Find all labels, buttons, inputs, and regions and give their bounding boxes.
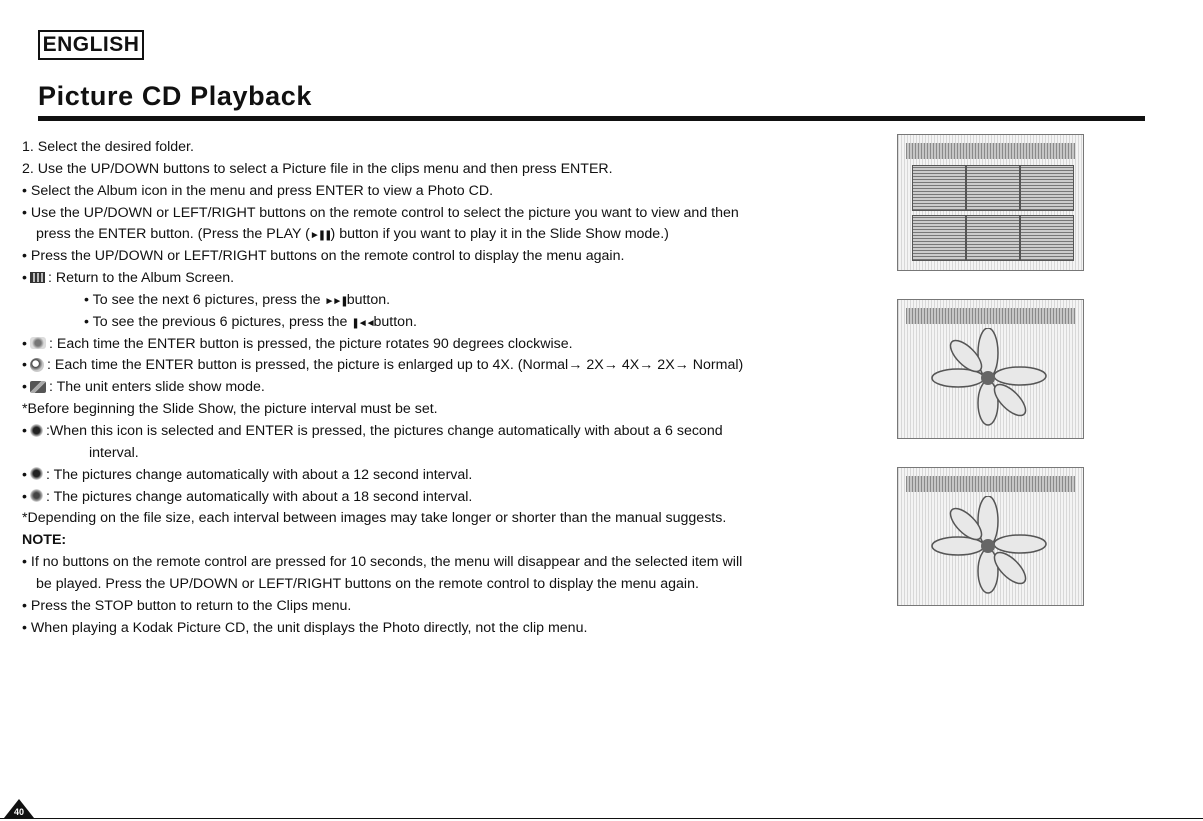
bullet-updown-2 bbox=[22, 224, 882, 246]
interval-6-text: :When this icon is selected and ENTER is pressed, the pictures change automatically with about a 6 second bbox=[45, 422, 723, 439]
prev-6-text-b: button. bbox=[373, 313, 417, 330]
zoom-icon bbox=[30, 358, 44, 372]
note-heading: NOTE: bbox=[22, 532, 67, 549]
bullet-slideshow bbox=[22, 377, 882, 399]
next-icon: ►►❚ bbox=[324, 295, 347, 307]
instructions bbox=[22, 137, 882, 639]
note-item-1-continued: be played. Press the UP/DOWN or LEFT/RIGHT buttons on the remote control to display the menu again. bbox=[36, 575, 699, 592]
bullet-interval-12 bbox=[22, 465, 882, 487]
updown-text-b: ) button if you want to play it in the Slide Show mode.) bbox=[330, 226, 669, 243]
step-1: 1. Select the desired folder. bbox=[22, 139, 194, 155]
title-rule bbox=[38, 116, 1145, 121]
interval-12-text: : The pictures change automatically with about a 12 second interval. bbox=[45, 466, 473, 483]
bullet-dot: • bbox=[22, 270, 27, 287]
page-title: Picture CD Playback bbox=[38, 81, 313, 111]
thumbnail bbox=[966, 165, 1020, 211]
thumbnail bbox=[1020, 165, 1074, 211]
photo-view-image bbox=[897, 299, 1084, 439]
thumbnail bbox=[912, 215, 966, 261]
bullet-album: • Select the Album icon in the menu and press ENTER to view a Photo CD. bbox=[22, 182, 494, 199]
thumbnail bbox=[966, 215, 1020, 261]
album-screen-image bbox=[897, 134, 1084, 271]
bullet-dot: • bbox=[22, 357, 27, 374]
note-item-1: • If no buttons on the remote control are pressed for 10 seconds, the menu will disappear and the selected item will bbox=[22, 554, 743, 571]
album-icon bbox=[30, 272, 45, 283]
thumbnail bbox=[1020, 215, 1074, 261]
bullet-zoom bbox=[22, 355, 882, 377]
step-2: 2. Use the UP/DOWN buttons to select a Picture file in the clips menu and then press ENTER. bbox=[22, 160, 613, 177]
play-pause-icon: ►❚❚ bbox=[309, 230, 331, 242]
interval-12-icon bbox=[30, 467, 43, 480]
next-6-text-b: button. bbox=[346, 291, 391, 308]
slideshow-icon bbox=[30, 381, 46, 393]
note-item-3: • When playing a Kodak Picture CD, the unit displays the Photo directly, not the clip menu. bbox=[22, 619, 588, 636]
bullet-dot: • bbox=[22, 379, 27, 396]
album-menu-bar bbox=[906, 143, 1075, 159]
interval-18-icon bbox=[30, 489, 43, 502]
depending-note: *Depending on the file size, each interval between images may take longer or shorter than the manual suggests. bbox=[22, 510, 727, 527]
return-album-text: : Return to the Album Screen. bbox=[47, 270, 235, 287]
bullet-dot: • bbox=[22, 466, 27, 483]
flower-picture bbox=[928, 328, 1048, 426]
bullet-return-album bbox=[22, 268, 882, 290]
bullet-updown-1: • Use the UP/DOWN or LEFT/RIGHT buttons on the remote control to select the picture you want to view and then bbox=[22, 204, 739, 221]
prev-6-line bbox=[22, 312, 882, 334]
prev-icon: ❚◄◄ bbox=[351, 317, 374, 329]
before-slide-note: *Before beginning the Slide Show, the picture interval must be set. bbox=[22, 401, 438, 418]
next-6-line bbox=[22, 290, 882, 312]
bullet-menu-again: • Press the UP/DOWN or LEFT/RIGHT buttons on the remote control to display the menu again. bbox=[22, 248, 625, 265]
interval-6-icon bbox=[30, 424, 43, 437]
bullet-interval-18 bbox=[22, 487, 882, 509]
thumbnail bbox=[912, 165, 966, 211]
bullet-interval-6 bbox=[22, 421, 882, 443]
footer-rule bbox=[0, 818, 1203, 819]
slideshow-menu-bar bbox=[906, 476, 1075, 492]
interval-18-text: : The pictures change automatically with about a 18 second interval. bbox=[45, 488, 473, 505]
rotate-text: : Each time the ENTER button is pressed, the picture rotates 90 degrees clockwise. bbox=[48, 335, 573, 352]
prev-6-text: • To see the previous 6 pictures, press the bbox=[84, 313, 352, 330]
bullet-dot: • bbox=[22, 335, 27, 352]
bullet-dot: • bbox=[22, 422, 27, 439]
note-item-2: • Press the STOP button to return to the Clips menu. bbox=[22, 597, 352, 614]
updown-text-a: press the ENTER button. (Press the PLAY ( bbox=[36, 226, 310, 243]
next-6-text: • To see the next 6 pictures, press the bbox=[84, 291, 325, 308]
photo-menu-bar bbox=[906, 308, 1075, 324]
bullet-dot: • bbox=[22, 488, 27, 505]
zoom-text: : Each time the ENTER button is pressed, the picture is enlarged up to 4X. (Normal→ 2X→ 4X→ 2X→ Normal) bbox=[46, 357, 744, 374]
language-label: ENGLISH bbox=[38, 30, 144, 60]
interval-6-continued: interval. bbox=[89, 444, 139, 461]
page-number: 40 bbox=[13, 807, 24, 817]
slideshow-image bbox=[897, 467, 1084, 606]
rotate-icon bbox=[30, 337, 46, 349]
flower-picture bbox=[928, 496, 1048, 594]
slideshow-text: : The unit enters slide show mode. bbox=[48, 379, 265, 396]
bullet-rotate bbox=[22, 334, 882, 356]
